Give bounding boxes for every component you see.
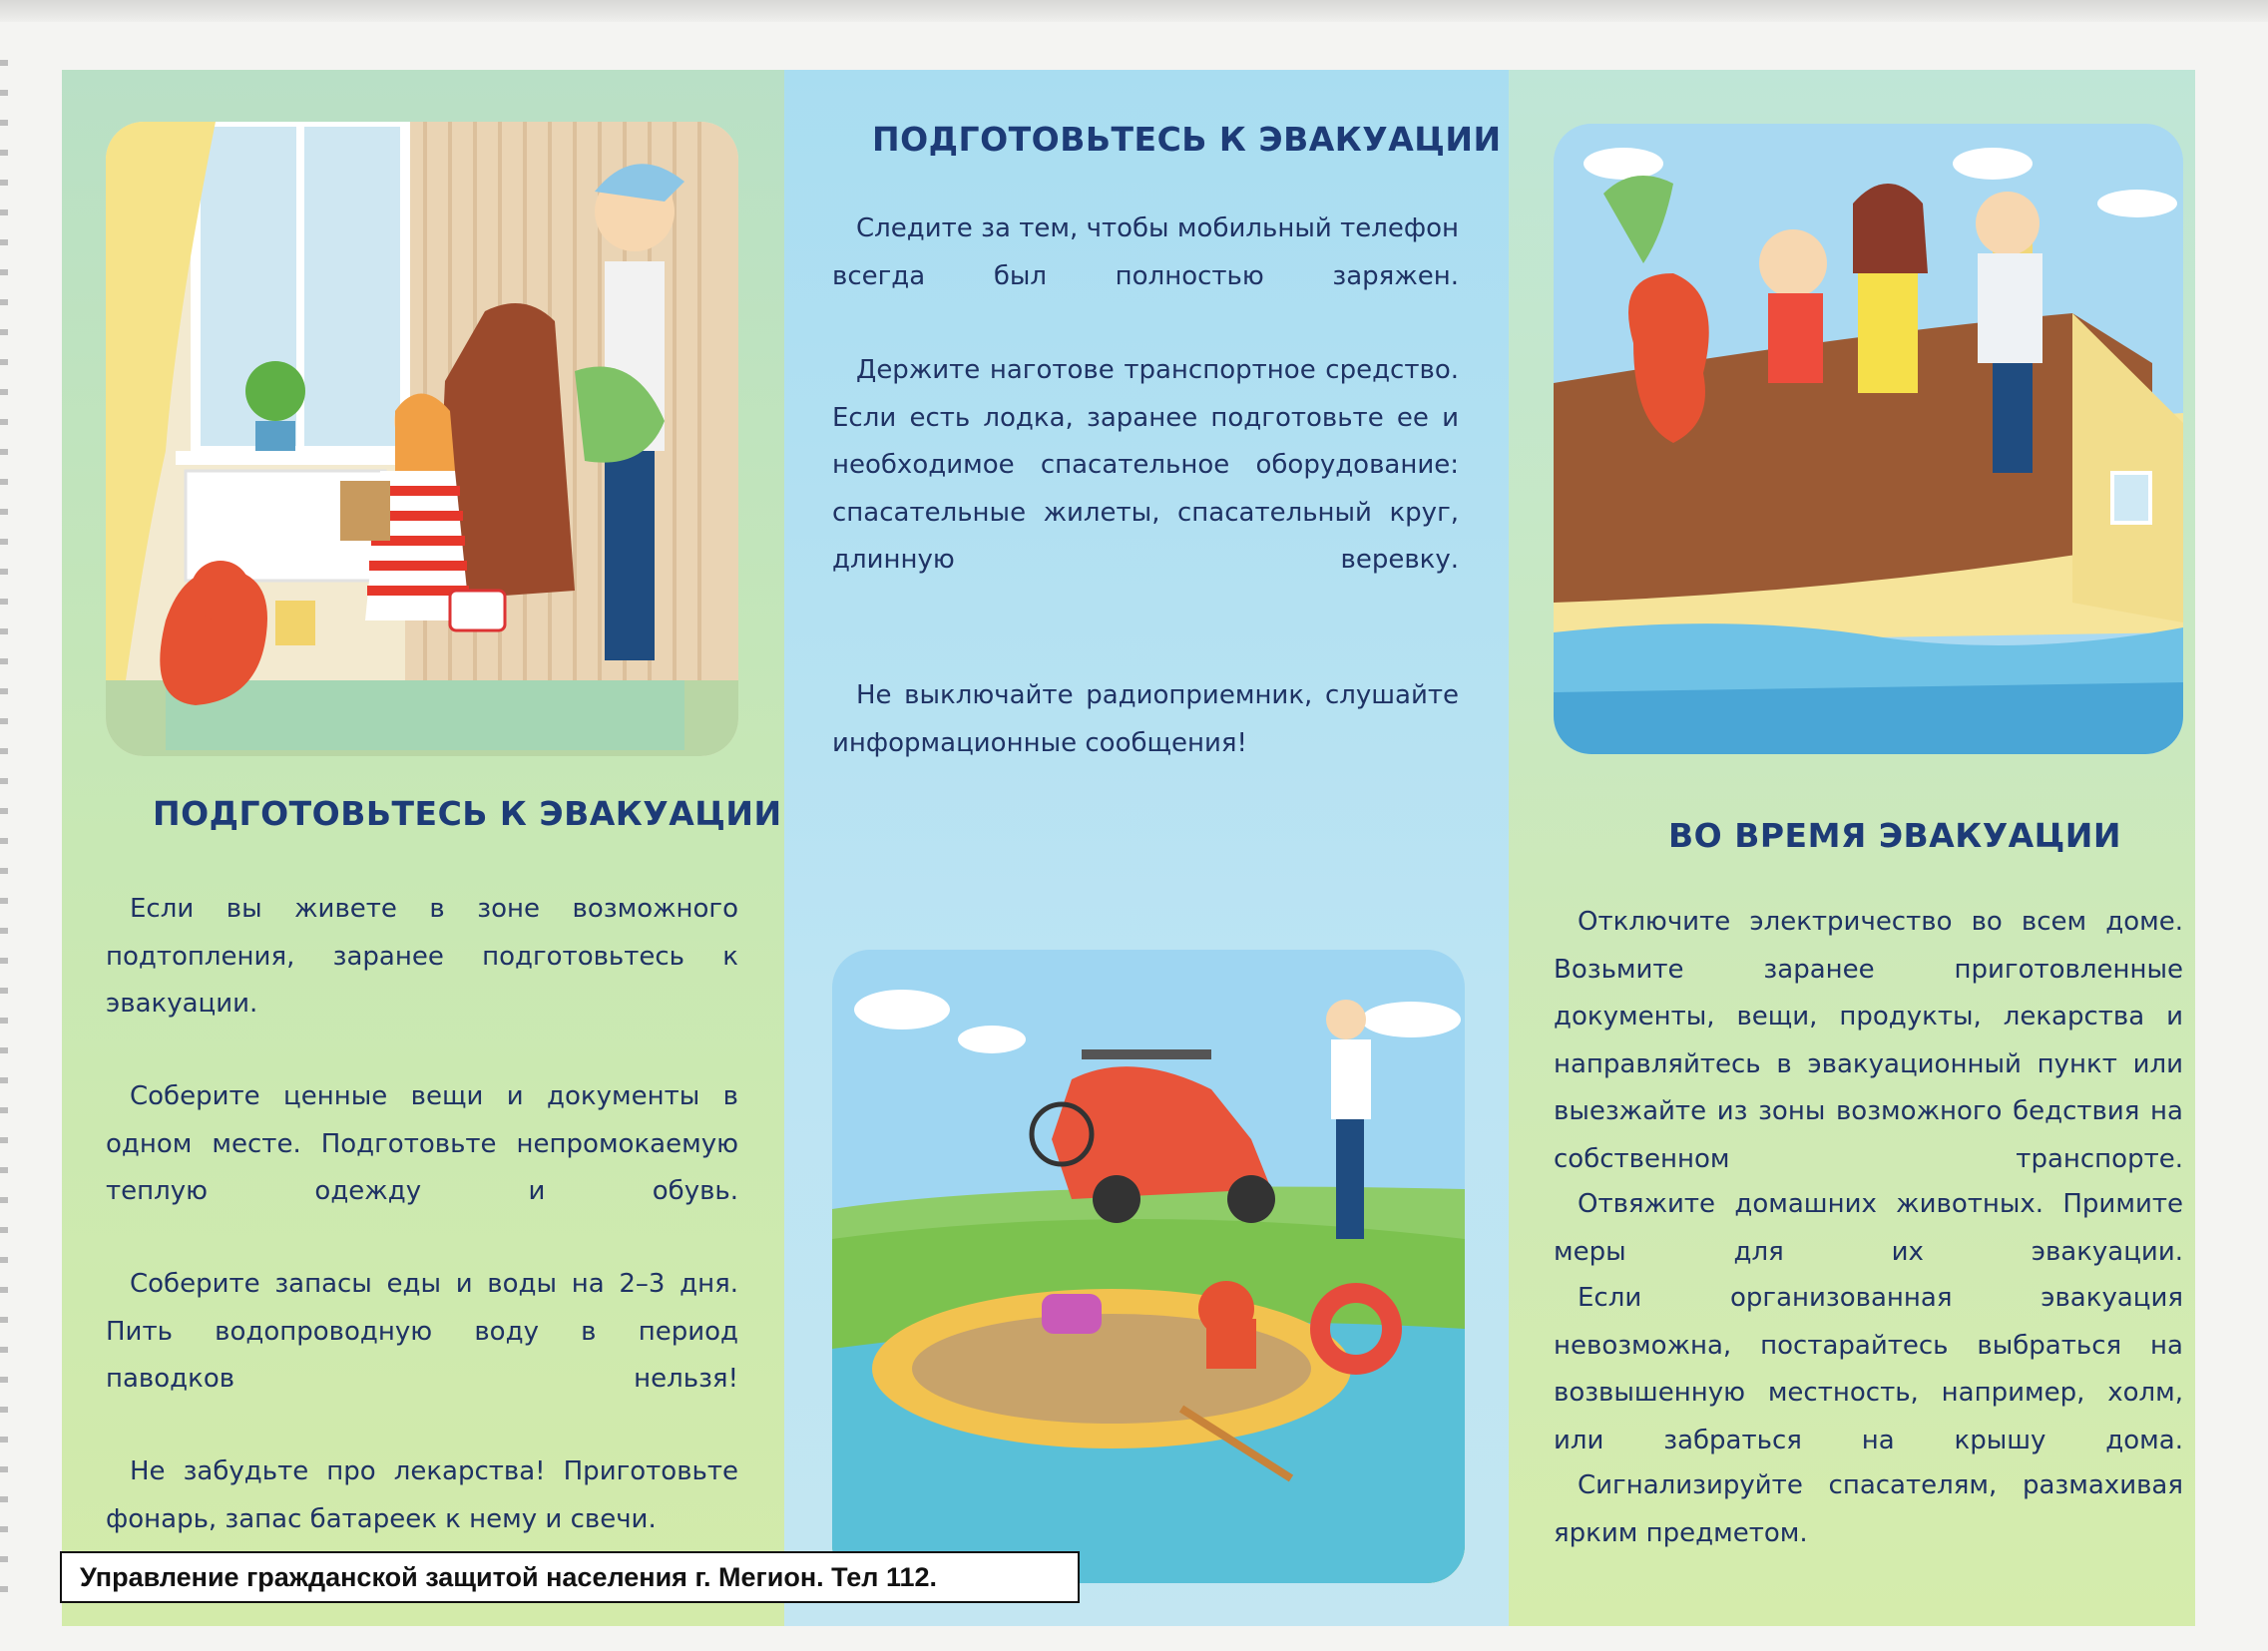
right-paragraph-2: Отвяжите домашних животных. Примите меры для их эвакуации.	[1554, 1189, 2183, 1267]
binding-edge	[0, 60, 8, 1616]
left-paragraph-1: Если вы живете в зоне возможного подтопления, заранее подготовьтесь к эвакуации.	[106, 894, 738, 1019]
right-paragraph-1: Отключите электричество во всем доме. Возьмите заранее приготовленные документы, вещи, продукты, лекарства и направляйтесь в эвакуационный пункт или выезжайте из зоны возможного бедствия на собственном транспорте.	[1554, 907, 2183, 1174]
left-paragraph-4: Не забудьте про лекарства! Приготовьте фонарь, запас батареек к нему и свечи.	[106, 1456, 738, 1534]
right-paragraph-4: Сигнализируйте спасателям, размахивая ярким предметом.	[1554, 1470, 2183, 1548]
right-paragraph-3: Если организованная эвакуация невозможна, постарайтесь выбраться на возвышенную местность, например, холм, или забраться на крышу дома.	[1554, 1283, 2183, 1455]
family-on-roof-illustration	[1554, 124, 2183, 754]
right-heading: ВО ВРЕМЯ ЭВАКУАЦИИ	[1668, 816, 2122, 855]
family-packing-illustration	[106, 122, 738, 756]
middle-heading: ПОДГОТОВЬТЕСЬ К ЭВАКУАЦИИ	[872, 120, 1502, 159]
scan-edge	[0, 0, 2268, 22]
left-paragraph-3: Соберите запасы еды и воды на 2–3 дня. Пить водопроводную воду в период паводков нельзя!	[106, 1269, 738, 1394]
left-heading: ПОДГОТОВЬТЕСЬ К ЭВАКУАЦИИ	[153, 794, 782, 833]
middle-paragraph-2: Держите наготове транспортное средство. Если есть лодка, заранее подготовьте ее и необходимое спасательное оборудование: спасательные жилеты, спасательный круг, длинную веревку.	[832, 355, 1459, 575]
middle-paragraph-3: Не выключайте радиоприемник, слушайте информационные сообщения!	[832, 680, 1459, 758]
middle-paragraph-1: Следите за тем, чтобы мобильный телефон всегда был полностью заряжен.	[832, 213, 1459, 291]
footer-label: Управление гражданской защитой населения г. Мегион. Тел 112.	[60, 1551, 1080, 1603]
left-paragraph-2: Соберите ценные вещи и документы в одном месте. Подготовьте непромокаемую теплую одежду и обувь.	[106, 1081, 738, 1206]
car-and-boat-illustration	[832, 950, 1465, 1583]
